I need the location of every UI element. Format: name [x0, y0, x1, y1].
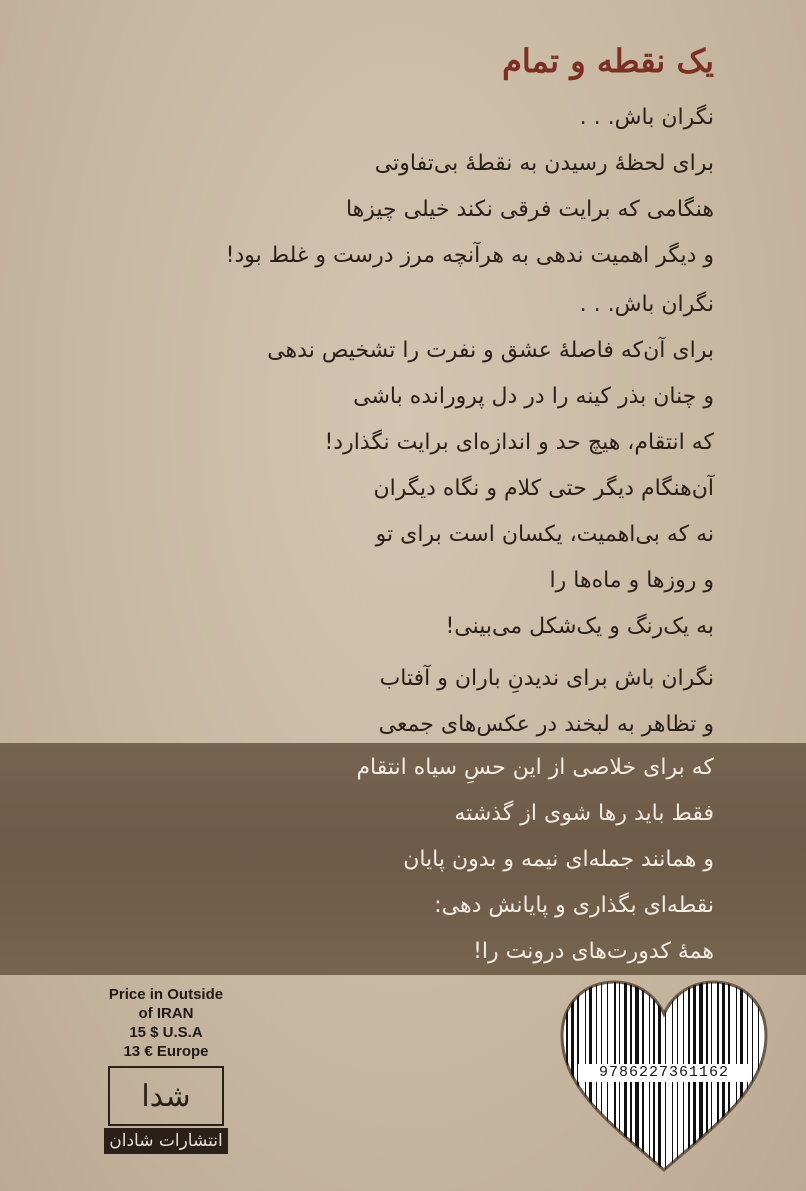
poem-line: و روزها و ماه‌ها را [549, 568, 714, 593]
price-line: 15 $ U.S.A [129, 1024, 203, 1041]
poem-line: آن‌هنگام دیگر حتی کلام و نگاه دیگران [373, 476, 714, 501]
heart-barcode [556, 978, 772, 1176]
poem-line: هنگامی که برایت فرقی نکند خیلی چیزها [345, 197, 714, 222]
poem-title: یک نقطه و تمام [502, 42, 714, 80]
stanza-4 [120, 745, 714, 975]
poem-line: نه که بی‌اهمیت، یکسان است برای تو [375, 522, 714, 547]
isbn-number: 9786227361162 [578, 1064, 750, 1082]
price-line: Price in Outside [108, 986, 224, 1003]
poem-line: نقطه‌ای بگذاری و پایانش دهی: [434, 893, 714, 918]
publisher-name: انتشارات شادان [104, 1128, 228, 1154]
publisher-mark: شدا [108, 1066, 224, 1126]
poem-line: نگران باش. . . [579, 105, 714, 130]
barcode-bar [752, 978, 753, 1176]
publisher-logo [100, 1066, 232, 1156]
poem-line: نگران باش. . . [579, 292, 714, 317]
poem-line: که برای خلاصی از این حسِ سیاه انتقام [356, 755, 714, 780]
poem-line: فقط باید رها شوی از گذشته [454, 801, 714, 826]
stanza-2 [120, 282, 714, 650]
poem-line: به یک‌رنگ و یک‌شکل می‌بینی! [445, 614, 714, 639]
poem-line: همهٔ کدورت‌های درونت را! [473, 939, 714, 964]
poem-line: و تظاهر به لبخند در عکس‌های جمعی [378, 712, 714, 737]
price-info [86, 985, 246, 1061]
poem-line: که انتقام، هیچ حد و اندازه‌ای برایت نگذارد! [324, 430, 714, 455]
poem-line: برای لحظهٔ رسیدن به نقطهٔ بی‌تفاوتی [374, 151, 714, 176]
poem-line: نگران باش برای ندیدنِ باران و آفتاب [379, 666, 714, 691]
poem-line: و همانند جمله‌ای نیمه و بدون پایان [403, 847, 714, 872]
poem-line: و چنان بذر کینه را در دل پرورانده باشی [353, 384, 714, 409]
price-line: of IRAN [138, 1005, 194, 1022]
barcode-bar [758, 978, 759, 1176]
price-line: 13 € Europe [123, 1043, 209, 1060]
stanza-1 [120, 95, 714, 279]
stanza-3 [120, 656, 714, 748]
poem-line: برای آن‌که فاصلهٔ عشق و نفرت را تشخیص ندهی [267, 338, 714, 363]
poem-line: و دیگر اهمیت ندهی به هرآنچه مرز درست و غلط بود! [225, 243, 714, 268]
